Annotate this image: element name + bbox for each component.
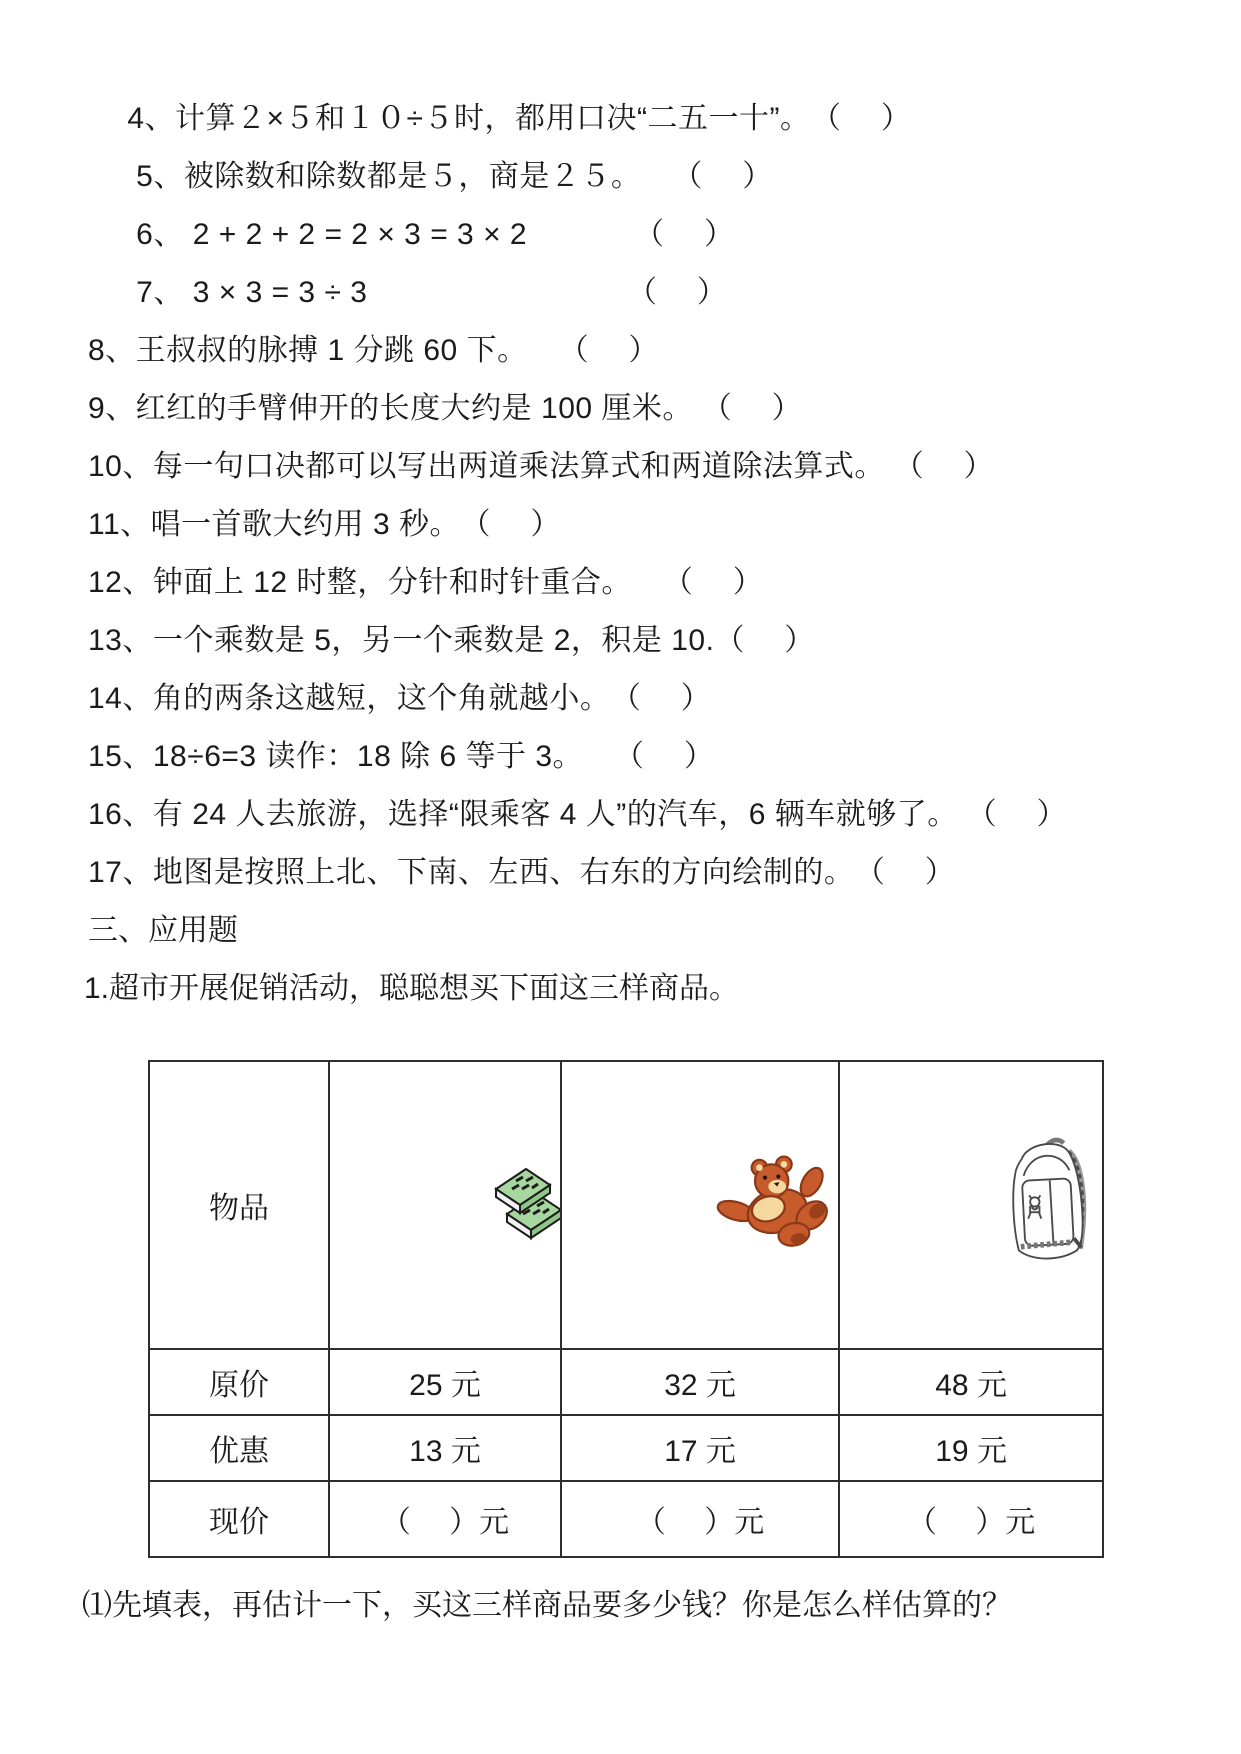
row-label: 现价	[149, 1481, 329, 1557]
question-text: 4、计算２×５和１０÷５时，都用口决“二五一十”。	[88, 102, 826, 135]
question-line	[88, 624, 1181, 658]
question-text: 15、18÷6=3 读作：18 除 6 等于 3。	[88, 740, 630, 773]
price-table	[148, 1060, 1104, 1558]
table-row-items	[149, 1061, 1103, 1349]
price-cell: 13 元	[329, 1415, 561, 1481]
answer-blank: （ ）	[649, 218, 735, 251]
question-text: 9、红红的手臂伸开的长度大约是 100 厘米。	[88, 392, 702, 425]
backpack-icon	[907, 1096, 1102, 1314]
teddy-bear-icon	[629, 1117, 838, 1293]
question-line	[88, 392, 1181, 426]
question-line	[88, 334, 1181, 368]
question-line	[88, 218, 1181, 252]
backpack-cell	[839, 1061, 1103, 1349]
price-cell: 25 元	[329, 1349, 561, 1415]
answer-blank: （ ）	[475, 508, 561, 541]
answer-blank: （ ）	[573, 334, 659, 367]
question-text: 14、角的两条这越短，这个角就越小。	[88, 682, 626, 715]
question-line	[88, 450, 1181, 484]
question-line	[88, 740, 1181, 774]
answer-blank: （ ）	[687, 160, 773, 193]
notebooks-cell	[329, 1061, 561, 1349]
price-cell: 32 元	[561, 1349, 839, 1415]
question-line	[88, 102, 1181, 136]
sub-question-1: ⑴先填表，再估计一下，买这三样商品要多少钱？你是怎么样估算的？	[82, 1589, 1012, 1622]
blank-price-cell: （ ）元	[329, 1481, 561, 1557]
question-text: 5、被除数和除数都是５，商是２５。	[88, 160, 688, 193]
question-text: 6、 2 + 2 + 2 = 2 × 3 = 3 × 2	[88, 218, 650, 251]
blank-price-cell: （ ）元	[839, 1481, 1103, 1557]
answer-blank: （ ）	[966, 798, 1067, 831]
question-line	[88, 160, 1181, 194]
question-text: 12、钟面上 12 时整，分针和时针重合。	[88, 566, 678, 599]
notebooks-icon	[397, 1121, 560, 1289]
question-line	[88, 682, 1181, 716]
blank-price-cell: （ ）元	[561, 1481, 839, 1557]
question-line	[88, 798, 1181, 832]
question-text: 10、每一句口决都可以写出两道乘法算式和两道除法算式。	[88, 450, 894, 483]
answer-blank: （ ）	[629, 740, 715, 773]
question-text: 16、有 24 人去旅游，选择“限乘客 4 人”的汽车，6 辆车就够了。	[88, 798, 967, 831]
question-line	[88, 276, 1181, 310]
answer-blank: （ ）	[869, 856, 956, 889]
teddy-bear-cell	[561, 1061, 839, 1349]
question-text: 17、地图是按照上北、下南、左西、右东的方向绘制的。	[88, 856, 870, 889]
judge-question-list	[88, 102, 1181, 890]
price-cell: 19 元	[839, 1415, 1103, 1481]
answer-blank: （ ）	[677, 566, 764, 599]
answer-blank: （ ）	[701, 392, 803, 425]
answer-blank: （ ）	[714, 624, 815, 657]
question-text: 11、唱一首歌大约用 3 秒。	[88, 508, 476, 541]
answer-blank: （ ）	[825, 102, 912, 135]
answer-blank: （ ）	[625, 682, 712, 715]
question-text: 8、王叔叔的脉搏 1 分跳 60 下。	[88, 334, 574, 367]
item-label-cell: 物品	[149, 1061, 329, 1349]
section-heading: 三、应用题	[88, 914, 238, 947]
question-text: 7、 3 × 3 = 3 ÷ 3	[88, 276, 642, 309]
table-row-discount	[149, 1415, 1103, 1481]
question-line	[88, 566, 1181, 600]
answer-blank: （ ）	[893, 450, 995, 483]
row-label: 原价	[149, 1349, 329, 1415]
answer-blank: （ ）	[641, 276, 728, 309]
question-text: 13、一个乘数是 5，另一个乘数是 2，积是 10.	[88, 624, 715, 657]
problem-1-intro: 1.超市开展促销活动，聪聪想买下面这三样商品。	[84, 972, 740, 1005]
table-row-current-price	[149, 1481, 1103, 1557]
price-cell: 17 元	[561, 1415, 839, 1481]
table-row-original-price	[149, 1349, 1103, 1415]
question-line	[88, 508, 1181, 542]
price-cell: 48 元	[839, 1349, 1103, 1415]
question-line	[88, 856, 1181, 890]
row-label: 优惠	[149, 1415, 329, 1481]
